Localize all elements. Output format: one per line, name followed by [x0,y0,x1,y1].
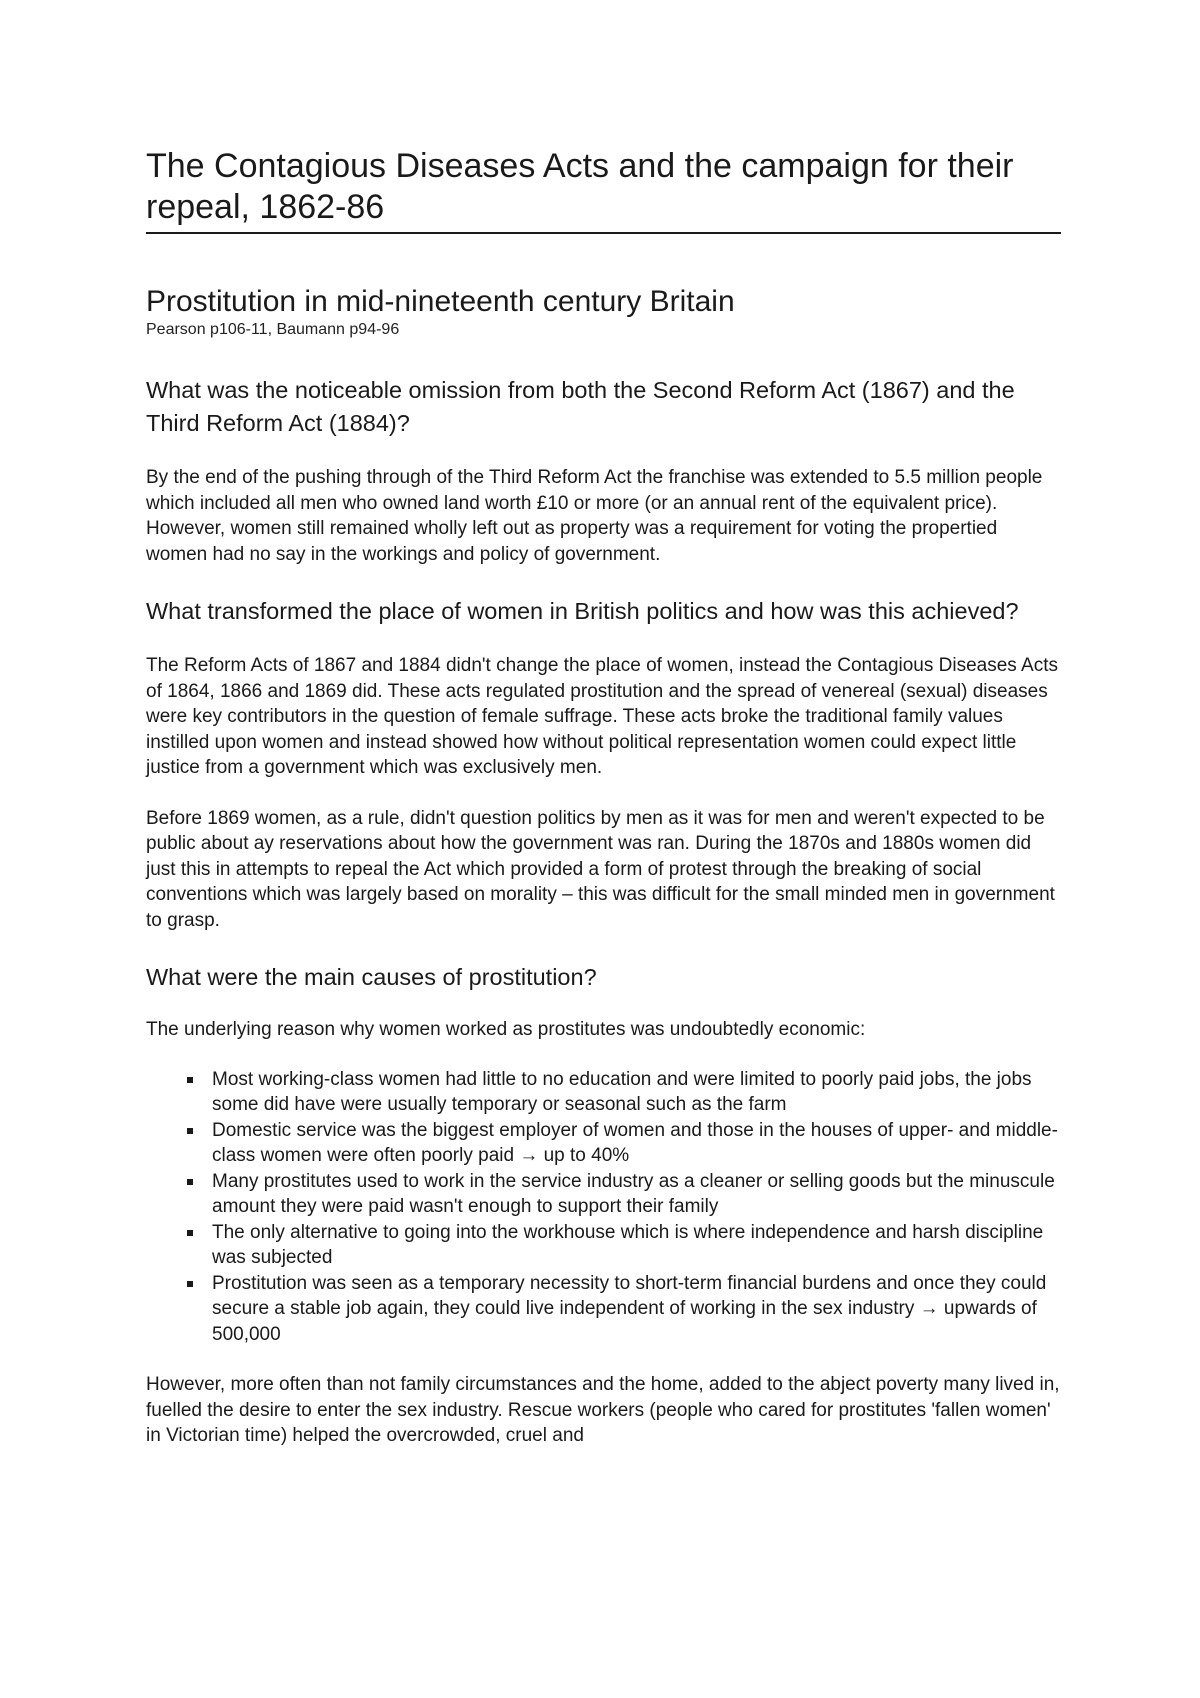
document-title: The Contagious Diseases Acts and the campaign for their repeal, 1862-86 [146,146,1061,234]
list-item [146,1067,1061,1118]
document-page [146,146,1061,1449]
list-item-text: The only alternative to going into the workhouse which is where independence and harsh discipline was subjected [212,1221,1044,1268]
bullet-icon [187,1230,193,1236]
answer-paragraph: By the end of the pushing through of the Third Reform Act the franchise was extended to 5.5 million people which included all men who owned land worth £10 or more (or an annual rent of the equivalent price). However, women still remained wholly left out as property was a requirement for voting the propertied women had no say in the workings and policy of government. [146,467,1043,565]
question-heading: What were the main causes of prostitution? [146,964,597,990]
list-item-text: Many prostitutes used to work in the service industry as a cleaner or selling goods but the minuscule amount they were paid wasn't enough to support their family [212,1170,1055,1217]
list-item [146,1169,1061,1220]
bullet-icon [187,1281,193,1287]
list-item-text: Prostitution was seen as a temporary necessity to short-term financial burdens and once they could secure a stable job again, they could live independent of working in the sex industry → upwards of 500,000 [212,1272,1047,1345]
bullet-icon [187,1077,193,1083]
bullet-icon [187,1128,193,1134]
answer-paragraph: The Reform Acts of 1867 and 1884 didn't change the place of women, instead the Contagious Diseases Acts of 1864, 1866 and 1869 did. These acts regulated prostitution and the spread of venereal (sexual) diseases were key contributors in the question of female suffrage. These acts broke the traditional family values instilled upon women and instead showed how without political representation women could expect little justice from a government which was exclusively men. [146,655,1058,778]
list-item [146,1220,1061,1271]
answer-paragraph: Before 1869 women, as a rule, didn't question politics by men as it was for men and weren't expected to be public about ay reservations about how the government was ran. During the 1870s and 1880s women did just this in attempts to repeal the Act which provided a form of protest through the breaking of social conventions which was largely based on morality – this was difficult for the small minded men in government to grasp. [146,807,1055,931]
question-heading: What transformed the place of women in British politics and how was this achieved? [146,598,1019,624]
source-references: Pearson p106-11, Baumann p94-96 [146,321,400,338]
bullet-icon [187,1179,193,1185]
section-title: Prostitution in mid-nineteenth century Britain [146,285,735,318]
list-item [146,1271,1061,1348]
list-item [146,1118,1061,1169]
question-heading: What was the noticeable omission from both the Second Reform Act (1867) and the Third Reform Act (1884)? [146,377,1015,436]
intro-paragraph: The underlying reason why women worked as prostitutes was undoubtedly economic: [146,1019,866,1040]
list-item-text: Domestic service was the biggest employer of women and those in the houses of upper- and middle-class women were often poorly paid → up to 40% [212,1119,1058,1166]
list-item-text: Most working-class women had little to no education and were limited to poorly paid jobs, the jobs some did have were usually temporary or seasonal such as the farm [212,1068,1032,1115]
closing-paragraph: However, more often than not family circumstances and the home, added to the abject poverty many lived in, fuelled the desire to enter the sex industry. Rescue workers (people who cared for prostitutes 'fallen women' in Victorian time) helped the overcrowded, cruel and [146,1374,1060,1446]
causes-list [146,1067,1061,1348]
